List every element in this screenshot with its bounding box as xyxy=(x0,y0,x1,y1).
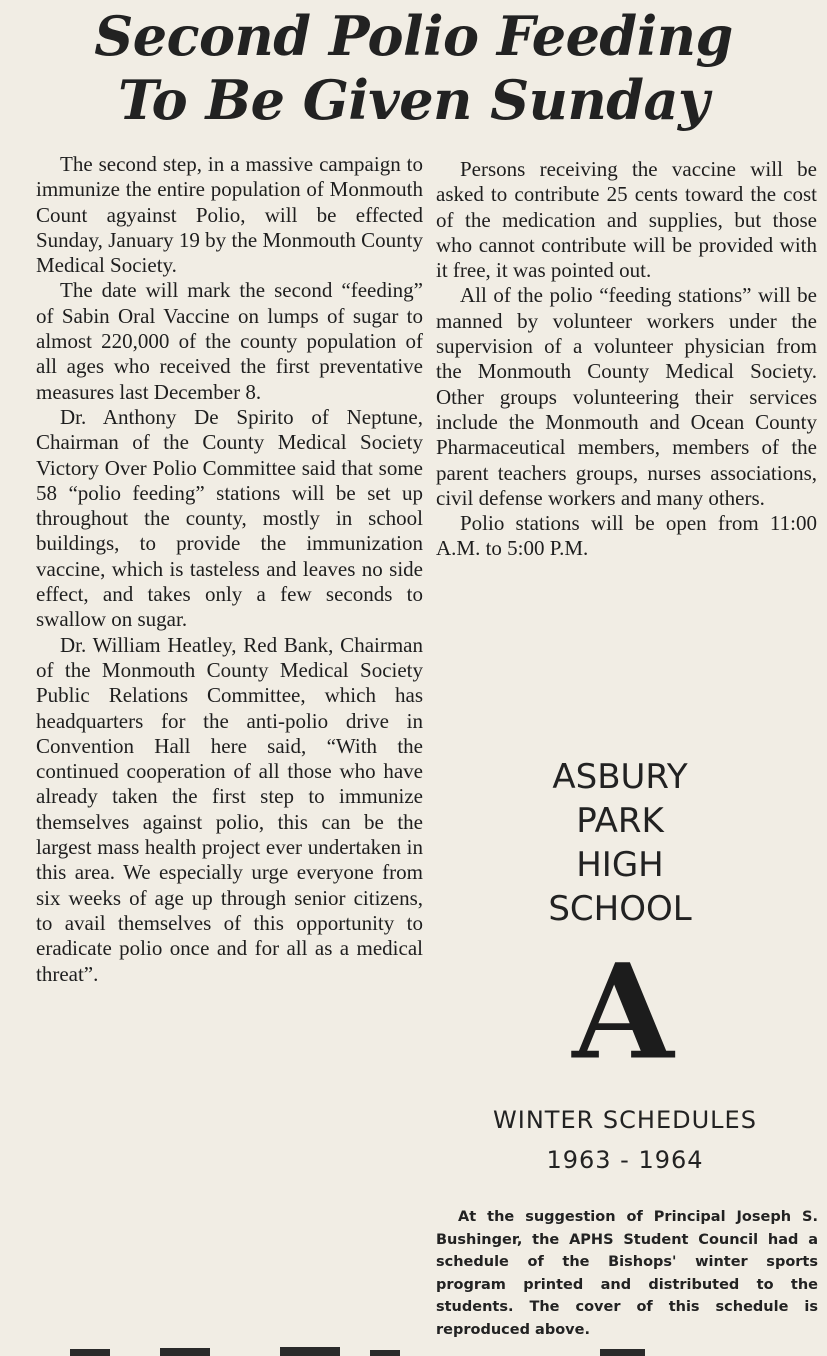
photo-caption: At the suggestion of Principal Joseph S. Bushinger, the APHS Student Council had a schedule of the Bishops' winter sports program printed and distributed to the students. The cover of this schedule is reproduced above. xyxy=(436,1209,818,1338)
cut-glyph xyxy=(70,1349,110,1356)
school-name-line: PARK xyxy=(576,801,664,841)
schedule-title: WINTER SCHEDULES xyxy=(493,1106,757,1134)
article-left-column xyxy=(36,152,423,987)
headline-line-2: To Be Given Sunday xyxy=(118,68,709,132)
logo-letter: A xyxy=(571,950,675,1068)
school-name-line: SCHOOL xyxy=(548,889,692,929)
article-paragraph: The second step, in a massive campaign to immunize the entire population of Monmouth Count agyainst Polio, will be effected Sunday, January 19 by the Monmouth County Medical Society. xyxy=(36,152,423,278)
article-paragraph: Persons receiving the vaccine will be asked to contribute 25 cents toward the cost of the medication and supplies, but those who cannot contribute will be provided with it free, it was pointed out. xyxy=(436,157,817,283)
article-paragraph: Dr. William Heatley, Red Bank, Chairman of the Monmouth County Medical Society Public Relations Committee, which has headquarters for the anti-polio drive in Convention Hall here said, “With the continued cooperation of all those who have already taken the first step to immunize themselves against polio, this can be the largest mass health project ever undertaken in this area. We especially urge everyone from six weeks of age up through senior citizens, to avail themselves of this opportunity to eradicate polio once and for all as a medical threat”. xyxy=(36,632,423,986)
school-name-line: HIGH xyxy=(576,845,664,885)
winter-schedules-title xyxy=(440,1100,810,1180)
schedule-years: 1963 - 1964 xyxy=(546,1146,704,1174)
article-paragraph: Dr. Anthony De Spirito of Neptune, Chairman of the County Medical Society Victory Over Polio Committee said that some 58 “polio feeding” stations will be set up throughout the county, mostly in school buildings, to provide the immunization vaccine, which is tasteless and leaves no side effect, and takes only a few seconds to swallow on sugar. xyxy=(36,404,423,632)
school-name-line: ASBURY xyxy=(552,757,688,797)
next-headline-fragment xyxy=(40,1345,800,1356)
school-name xyxy=(520,755,720,931)
article-right-column xyxy=(436,157,817,562)
article-paragraph: The date will mark the second “feeding” of Sabin Oral Vaccine on lumps of sugar to almost 220,000 of the county population of all ages who received the first preventative measures last December 8. xyxy=(36,278,423,404)
article-paragraph: Polio stations will be open from 11:00 A.M. to 5:00 P.M. xyxy=(436,511,817,561)
article-paragraph: All of the polio “feeding stations” will be manned by volunteer workers under the supervision of a volunteer physician from the Monmouth County Medical Society. Other groups volunteering their services include the Monmouth and Ocean County Pharmaceutical members, members of the parent teachers groups, nurses associations, civil defense workers and many others. xyxy=(436,283,817,510)
headline xyxy=(0,4,827,132)
headline-line-1: Second Polio Feeding xyxy=(94,4,733,68)
cut-glyph xyxy=(280,1347,340,1356)
cut-glyph xyxy=(370,1350,400,1356)
cut-glyph xyxy=(600,1349,645,1356)
cut-glyph xyxy=(160,1348,210,1356)
school-letter-logo xyxy=(563,950,683,1068)
